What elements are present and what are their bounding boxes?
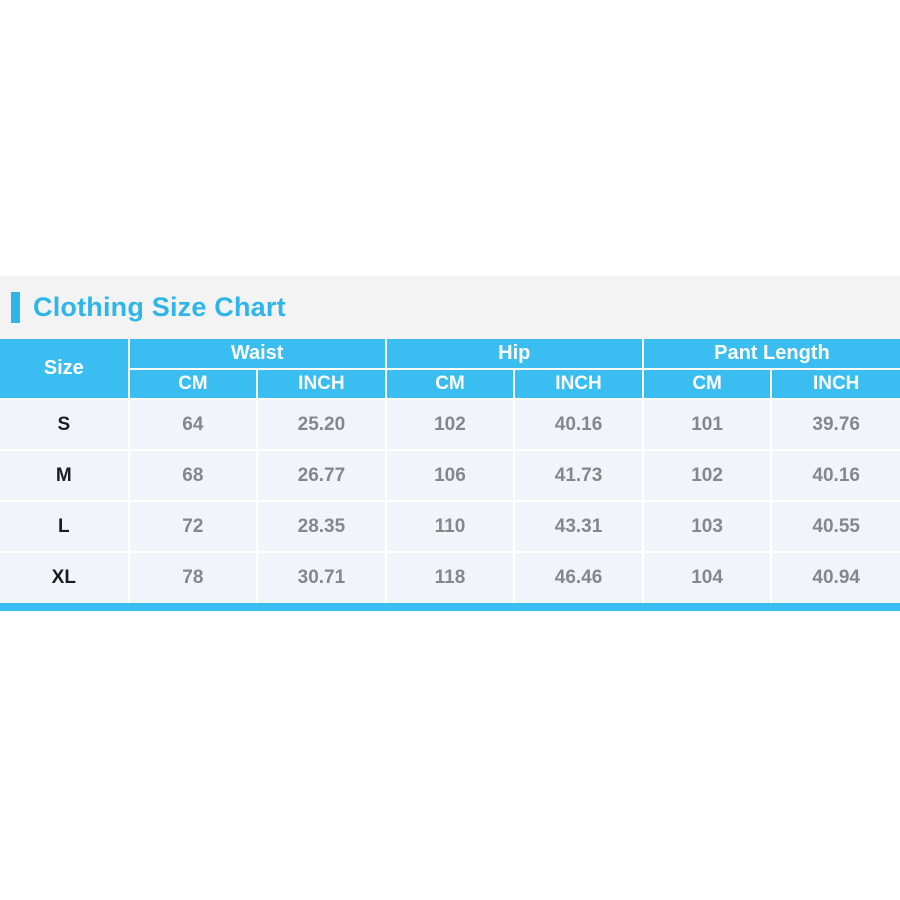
cell-pant-inch: 39.76 xyxy=(771,399,900,450)
header-cell-hip-cm: CM xyxy=(386,369,515,399)
cell-pant-inch: 40.16 xyxy=(771,450,900,501)
table-row-s xyxy=(0,399,900,450)
cell-hip-cm: 106 xyxy=(386,450,515,501)
header-cell-hip-inch: INCH xyxy=(514,369,643,399)
size-label: S xyxy=(0,399,129,450)
cell-waist-cm: 78 xyxy=(129,552,258,603)
size-label: M xyxy=(0,450,129,501)
table-group-header-row xyxy=(0,339,900,369)
cell-pant-cm: 104 xyxy=(643,552,772,603)
cell-waist-inch: 28.35 xyxy=(257,501,386,552)
size-chart-table xyxy=(0,339,900,603)
size-chart-panel xyxy=(0,276,900,611)
cell-pant-inch: 40.94 xyxy=(771,552,900,603)
table-row-l xyxy=(0,501,900,552)
cell-waist-inch: 26.77 xyxy=(257,450,386,501)
cell-pant-cm: 103 xyxy=(643,501,772,552)
header-cell-pant-inch: INCH xyxy=(771,369,900,399)
header-cell-waist-cm: CM xyxy=(129,369,258,399)
header-cell-waist: Waist xyxy=(129,339,386,369)
title-accent-bar xyxy=(11,292,20,323)
cell-waist-cm: 68 xyxy=(129,450,258,501)
page-title: Clothing Size Chart xyxy=(33,291,286,322)
cell-hip-inch: 41.73 xyxy=(514,450,643,501)
cell-waist-inch: 25.20 xyxy=(257,399,386,450)
header-cell-waist-inch: INCH xyxy=(257,369,386,399)
table-row-xl xyxy=(0,552,900,603)
size-label: L xyxy=(0,501,129,552)
header-cell-pant-cm: CM xyxy=(643,369,772,399)
cell-pant-inch: 40.55 xyxy=(771,501,900,552)
cell-waist-inch: 30.71 xyxy=(257,552,386,603)
header-cell-hip: Hip xyxy=(386,339,643,369)
size-label: XL xyxy=(0,552,129,603)
cell-hip-inch: 46.46 xyxy=(514,552,643,603)
table-row-m xyxy=(0,450,900,501)
cell-hip-inch: 40.16 xyxy=(514,399,643,450)
cell-pant-cm: 102 xyxy=(643,450,772,501)
cell-hip-cm: 102 xyxy=(386,399,515,450)
cell-pant-cm: 101 xyxy=(643,399,772,450)
cell-hip-cm: 118 xyxy=(386,552,515,603)
table-bottom-accent-bar xyxy=(0,603,900,611)
cell-hip-cm: 110 xyxy=(386,501,515,552)
section-header xyxy=(0,276,900,323)
header-cell-pant-length: Pant Length xyxy=(643,339,900,369)
cell-waist-cm: 72 xyxy=(129,501,258,552)
cell-hip-inch: 43.31 xyxy=(514,501,643,552)
header-cell-size: Size xyxy=(0,339,129,399)
table-unit-header-row xyxy=(0,369,900,399)
cell-waist-cm: 64 xyxy=(129,399,258,450)
